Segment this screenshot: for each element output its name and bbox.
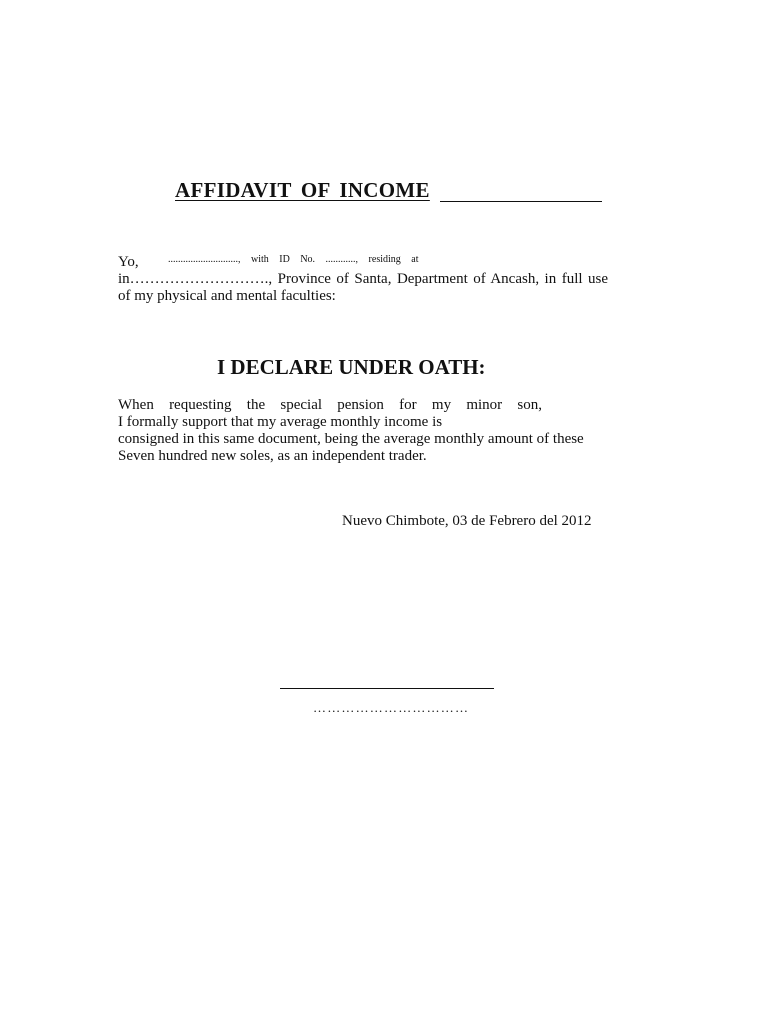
intro-line-2: of my physical and mental faculties: xyxy=(118,288,336,304)
signature-name-placeholder: …………………………… xyxy=(313,700,470,715)
intro-small-line: ............................, with ID No. ............, residing at xyxy=(168,254,419,265)
body-line-4: Seven hundred new soles, as an independent trader. xyxy=(118,448,427,464)
intro-line-1: in………………………., Province of Santa, Department of Ancash, in full use xyxy=(118,271,608,287)
title-underline xyxy=(440,201,602,202)
body-line-1: When requesting the special pension for my minor son, xyxy=(118,397,542,413)
signature-line xyxy=(280,688,494,689)
declaration-heading: I DECLARE UNDER OATH: xyxy=(217,355,486,379)
document-title: AFFIDAVIT OF INCOME xyxy=(175,178,430,202)
intro-yo: Yo, xyxy=(118,254,139,270)
body-line-2: I formally support that my average monthly income is xyxy=(118,414,443,430)
intro-paragraph xyxy=(118,271,608,305)
declaration-body xyxy=(118,397,608,465)
body-line-3: consigned in this same document, being the average monthly amount of these xyxy=(118,431,584,447)
place-and-date: Nuevo Chimbote, 03 de Febrero del 2012 xyxy=(342,513,592,529)
